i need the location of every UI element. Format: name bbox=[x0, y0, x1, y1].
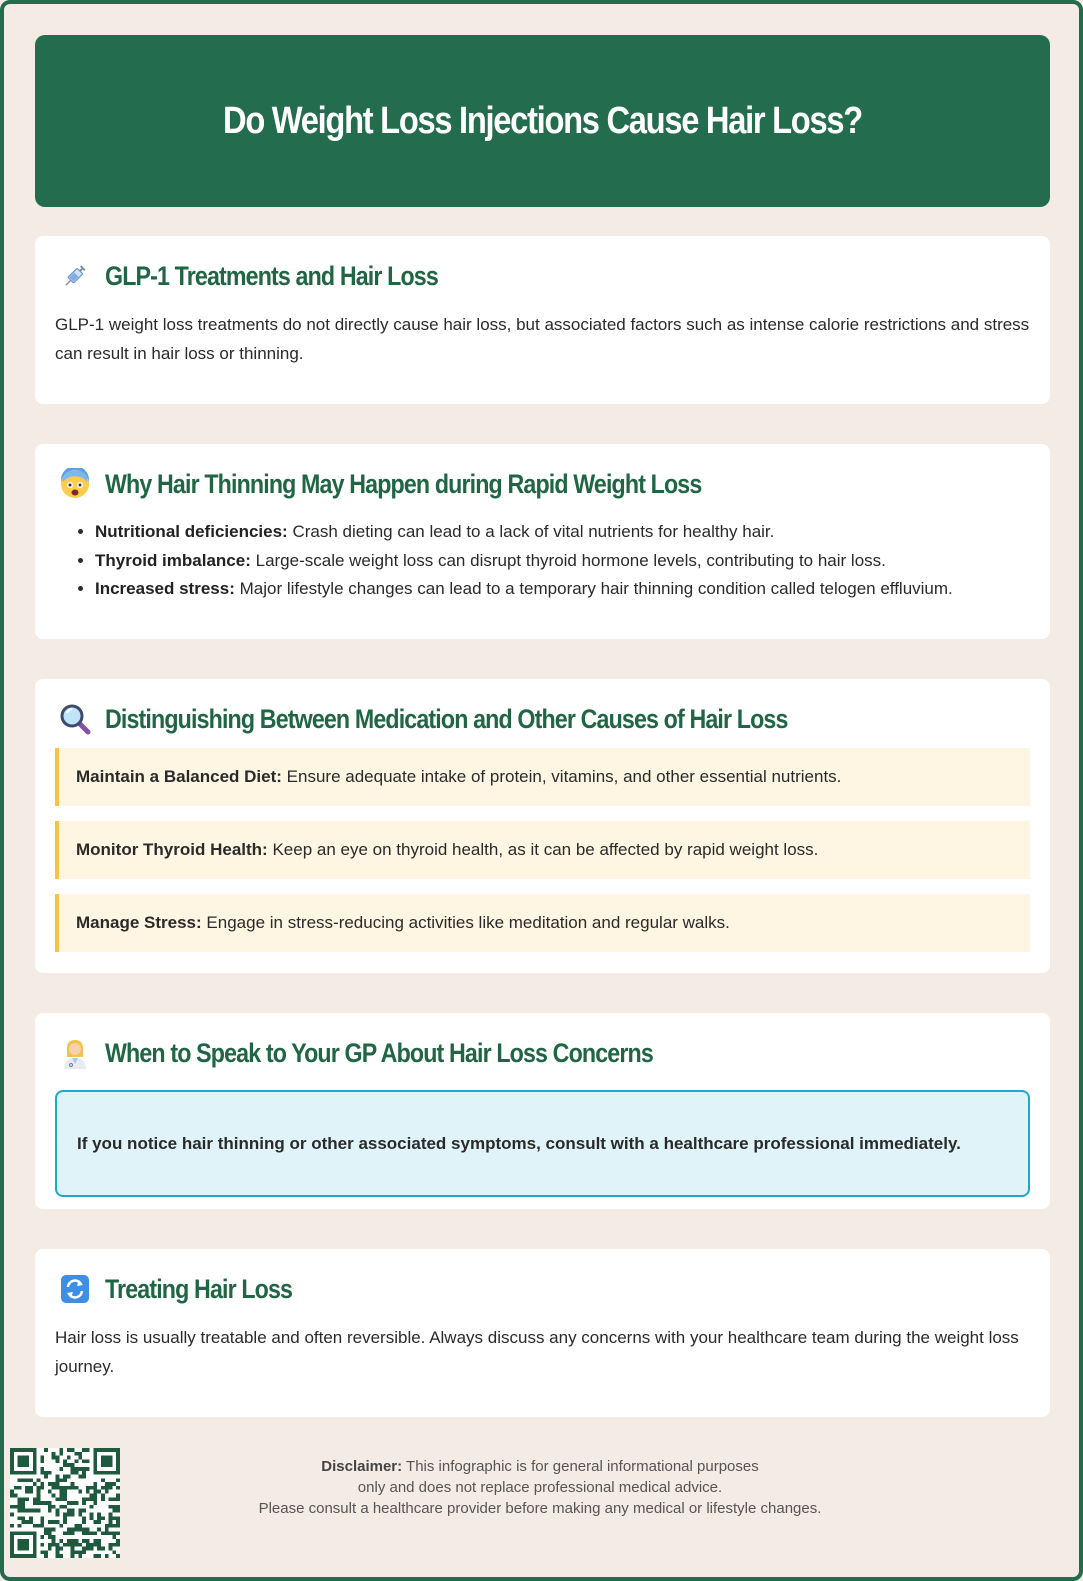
section-header bbox=[55, 1033, 1030, 1073]
bullet-list bbox=[55, 518, 1030, 604]
tip-box: Manage Stress: Engage in stress-reducing activities like meditation and regular walks. bbox=[55, 894, 1030, 952]
section-header bbox=[55, 1269, 1030, 1309]
tip-box: Maintain a Balanced Diet: Ensure adequate intake of protein, vitamins, and other essential nutrients. bbox=[55, 748, 1030, 806]
section-header bbox=[55, 464, 1030, 504]
fearful-face-icon bbox=[57, 466, 93, 502]
section-title: GLP-1 Treatments and Hair Loss bbox=[105, 260, 438, 291]
page-title: Do Weight Loss Injections Cause Hair Loss? bbox=[223, 99, 862, 142]
section-title: When to Speak to Your GP About Hair Loss Concerns bbox=[105, 1037, 653, 1068]
qr-code bbox=[10, 1448, 120, 1558]
doctor-icon bbox=[57, 1035, 93, 1071]
section-why bbox=[35, 444, 1050, 639]
callout-box: If you notice hair thinning or other associated symptoms, consult with a healthcare professional immediately. bbox=[55, 1090, 1030, 1197]
section-title: Treating Hair Loss bbox=[105, 1273, 293, 1304]
list-item: • Increased stress: Major lifestyle changes can lead to a temporary hair thinning condition called telogen effluvium. bbox=[95, 575, 1030, 604]
disclaimer: Disclaimer: This infographic is for general informational purposes only and does not replace professional medical advice. Please consult a healthcare provider before making any medical or lifestyle changes. bbox=[258, 1458, 822, 1517]
header-banner bbox=[35, 35, 1050, 207]
section-gp bbox=[35, 1013, 1050, 1209]
section-treating bbox=[35, 1249, 1050, 1417]
list-item: • Nutritional deficiencies: Crash dieting can lead to a lack of vital nutrients for healthy hair. bbox=[95, 518, 1030, 547]
syringe-icon bbox=[57, 258, 93, 294]
section-text: Hair loss is usually treatable and often reversible. Always discuss any concerns with your healthcare team during the weight loss journey. bbox=[55, 1328, 1019, 1376]
section-text: GLP-1 weight loss treatments do not directly cause hair loss, but associated factors such as intense calorie restrictions and stress can result in hair loss or thinning. bbox=[55, 315, 1030, 363]
refresh-arrows-icon bbox=[57, 1271, 93, 1307]
section-glp1 bbox=[35, 236, 1050, 404]
section-title: Distinguishing Between Medication and Other Causes of Hair Loss bbox=[105, 703, 788, 734]
tip-box: Monitor Thyroid Health: Keep an eye on thyroid health, as it can be affected by rapid weight loss. bbox=[55, 821, 1030, 879]
section-header bbox=[55, 256, 1030, 296]
magnifying-glass-icon bbox=[57, 701, 93, 737]
section-title: Why Hair Thinning May Happen during Rapid Weight Loss bbox=[105, 468, 702, 499]
list-item: • Thyroid imbalance: Large-scale weight loss can disrupt thyroid hormone levels, contributing to hair loss. bbox=[95, 547, 1030, 576]
section-header bbox=[55, 699, 1030, 739]
section-distinguish bbox=[35, 679, 1050, 973]
